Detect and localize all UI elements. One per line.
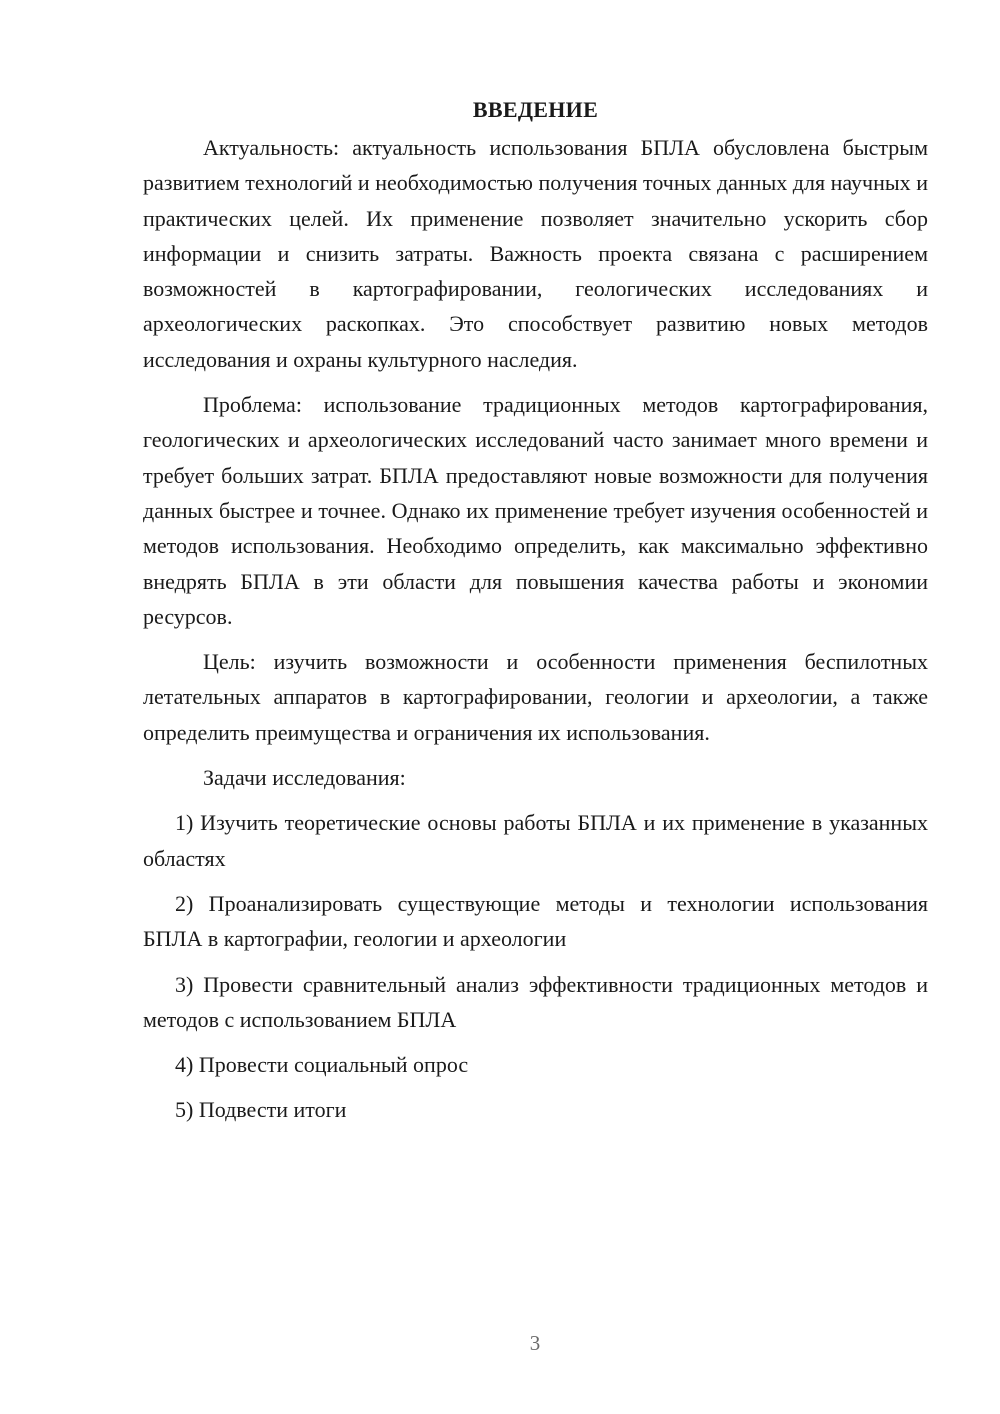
task-item: 1) Изучить теоретические основы работы БПЛА и их применение в указанных областях [143,810,928,871]
section-heading: ВВЕДЕНИЕ [472,97,599,122]
task-item: 4) Провести социальный опрос [175,1052,469,1078]
paragraph-tasks-intro: Задачи исследования: [203,765,406,791]
page-number: 3 [529,1331,541,1355]
paragraph-relevance: Актуальность: актуальность использования БПЛА обусловлена быстрым развитием технологий и необходимостью получения точных данных для научных и практических целей. Их применение позволяет значительно ускорить сбор информации и снизить затраты. Важность проекта связана с расширением возможностей в картографировании, геологических исследованиях и археологических раскопках. Это способствует развитию новых методов исследования и охраны культурного наследия. [143,135,928,372]
task-item: 2) Проанализировать существующие методы и технологии использования БПЛА в картографии, геологии и археологии [143,890,928,952]
paragraph-goal: Цель: изучить возможности и особенности применения беспилотных летательных аппаратов в картографировании, геологии и археологии, а также определить преимущества и ограничения их использования. [143,649,928,745]
paragraph-problem: Проблема: использование традиционных методов картографирования, геологических и археологических исследований часто занимает много времени и требует больших затрат. БПЛА предоставляют новые возможности для получения данных быстрее и точнее. Однако их применение требует изучения особенностей и методов использования. Необходимо определить, как максимально эффективно внедрять БПЛА в эти области для повышения качества работы и экономии ресурсов. [143,392,928,629]
document-page [143,92,928,1138]
task-item: 3) Провести сравнительный анализ эффективности традиционных методов и методов с использованием БПЛА [143,971,928,1032]
task-item: 5) Подвести итоги [175,1097,347,1123]
